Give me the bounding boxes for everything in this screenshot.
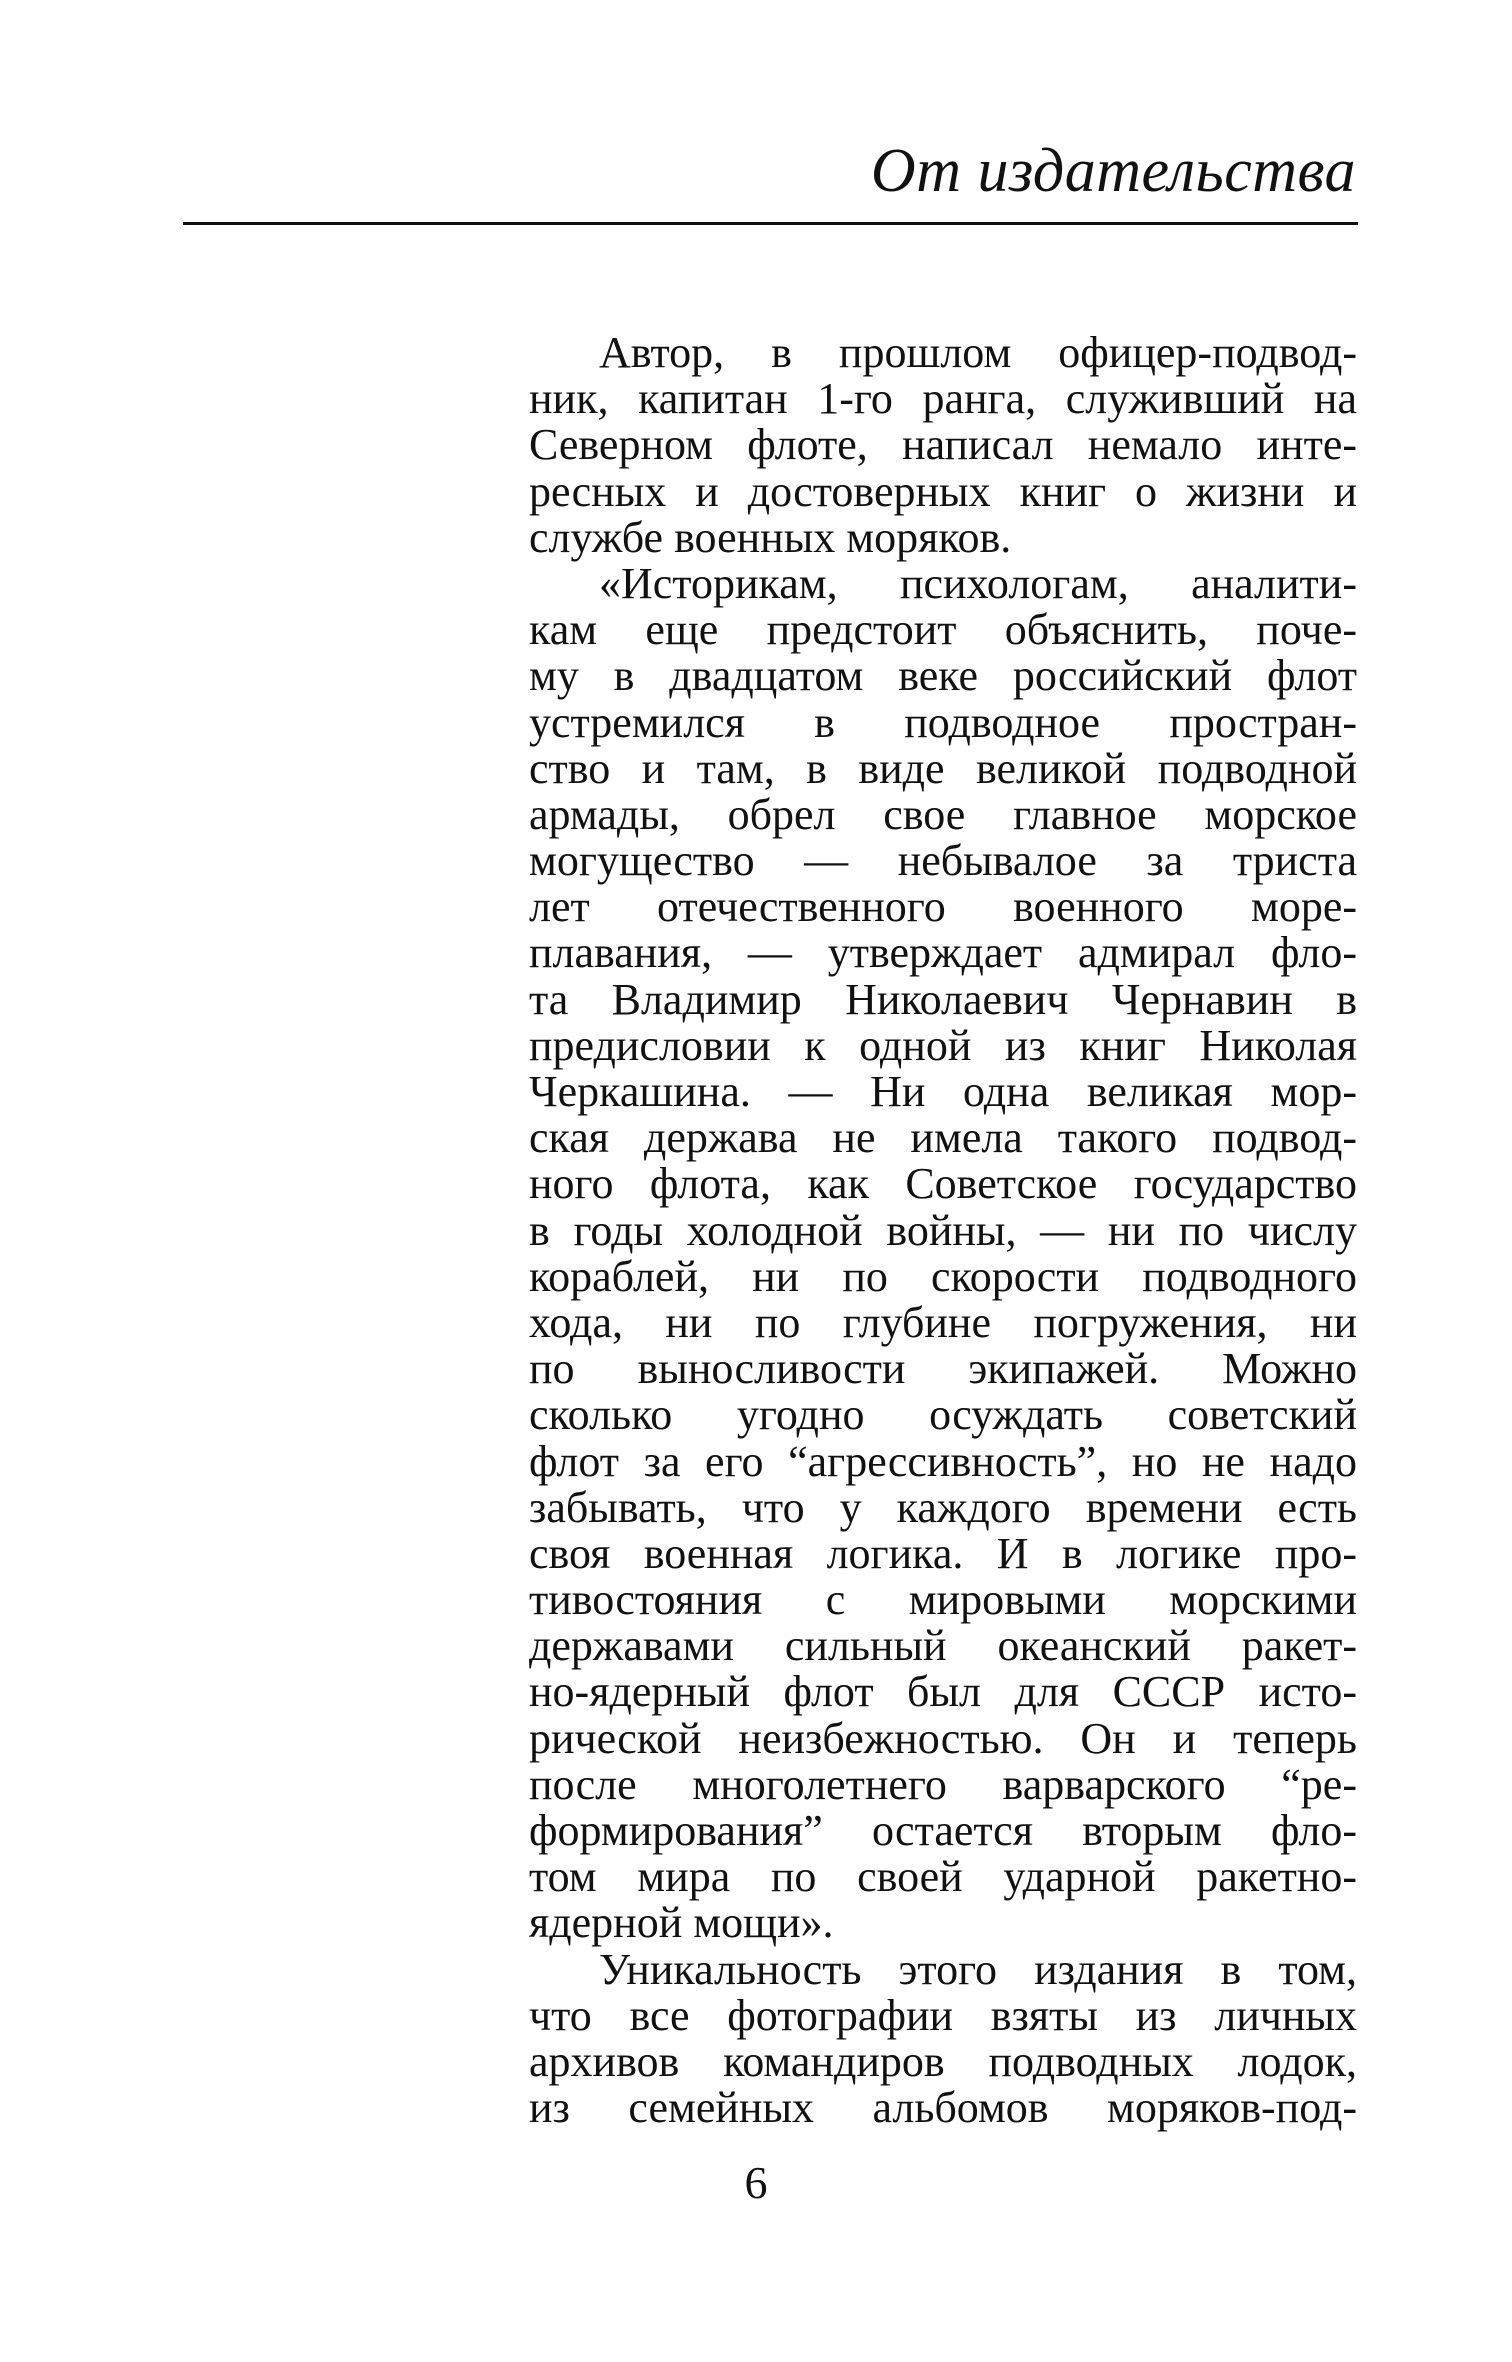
header-rule	[183, 222, 1358, 225]
text-line: кам еще предстоит объяснить, поче-	[529, 605, 1357, 655]
text-line: что все фотографии взяты из личных	[529, 1990, 1357, 2040]
text-line: хода, ни по глубине погружения, ни	[529, 1297, 1357, 1347]
text-line: державами сильный океанский ракет-	[529, 1621, 1357, 1671]
text-line: Северном флоте, написал немало инте-	[529, 420, 1357, 470]
text-line: ного флота, как Советское государство	[529, 1159, 1357, 1209]
text-line: ник, капитан 1-го ранга, служивший на	[529, 374, 1357, 424]
text-line: по выносливости экипажей. Можно	[529, 1344, 1357, 1394]
text-line: своя военная логика. И в логике про-	[529, 1528, 1357, 1578]
text-line: том мира по своей ударной ракетно-	[529, 1852, 1357, 1902]
text-line: Черкашина. — Ни одна великая мор-	[529, 1067, 1357, 1116]
text-line: предисловии к одной из книг Николая	[529, 1020, 1357, 1070]
text-line: забывать, что у каждого времени есть	[529, 1482, 1357, 1532]
text-line: рической неизбежностью. Он и теперь	[529, 1713, 1357, 1763]
text-line: «Историкам, психологам, аналити-	[599, 558, 1357, 608]
text-line: службе военных моряков.	[529, 512, 1012, 562]
text-line: армады, обрел свое главное морское	[529, 789, 1357, 839]
text-line: Автор, в прошлом офицер-подвод-	[599, 328, 1357, 377]
text-line: в годы холодной войны, — ни по числу	[529, 1205, 1357, 1255]
text-line: ресных и достоверных книг о жизни и	[529, 466, 1357, 516]
text-line: ядерной мощи».	[529, 1898, 834, 1948]
text-line: флот за его “агрессивность”, но не надо	[529, 1436, 1357, 1486]
text-line: но-ядерный флот был для СССР исто-	[529, 1667, 1357, 1717]
text-line: архивов командиров подводных лодок,	[529, 2036, 1357, 2086]
text-line: из семейных альбомов моряков-под-	[529, 2083, 1357, 2133]
text-line: ская держава не имела такого подвод-	[529, 1113, 1357, 1163]
body-text	[529, 330, 1357, 2131]
text-line: могущество — небывалое за триста	[529, 836, 1357, 886]
text-line: Уникальность этого издания в том,	[599, 1944, 1357, 1994]
section-heading: От издательства	[870, 137, 1356, 205]
page-number: 6	[744, 2157, 768, 2208]
text-line: та Владимир Николаевич Чернавин в	[529, 974, 1357, 1024]
text-line: после многолетнего варварского “ре-	[529, 1759, 1357, 1809]
text-line: устремился в подводное простран-	[529, 697, 1357, 747]
text-line: плавания, — утверждает адмирал фло-	[529, 928, 1357, 978]
text-line: му в двадцатом веке российский флот	[529, 651, 1357, 701]
text-line: сколько угодно осуждать советский	[529, 1390, 1357, 1440]
text-line: кораблей, ни по скорости подводного	[529, 1251, 1357, 1301]
text-line: лет отечественного военного море-	[529, 882, 1357, 932]
text-line: формирования” остается вторым фло-	[529, 1806, 1357, 1855]
text-line: тивостояния с мировыми морскими	[529, 1575, 1357, 1625]
text-line: ство и там, в виде великой подводной	[529, 743, 1357, 793]
